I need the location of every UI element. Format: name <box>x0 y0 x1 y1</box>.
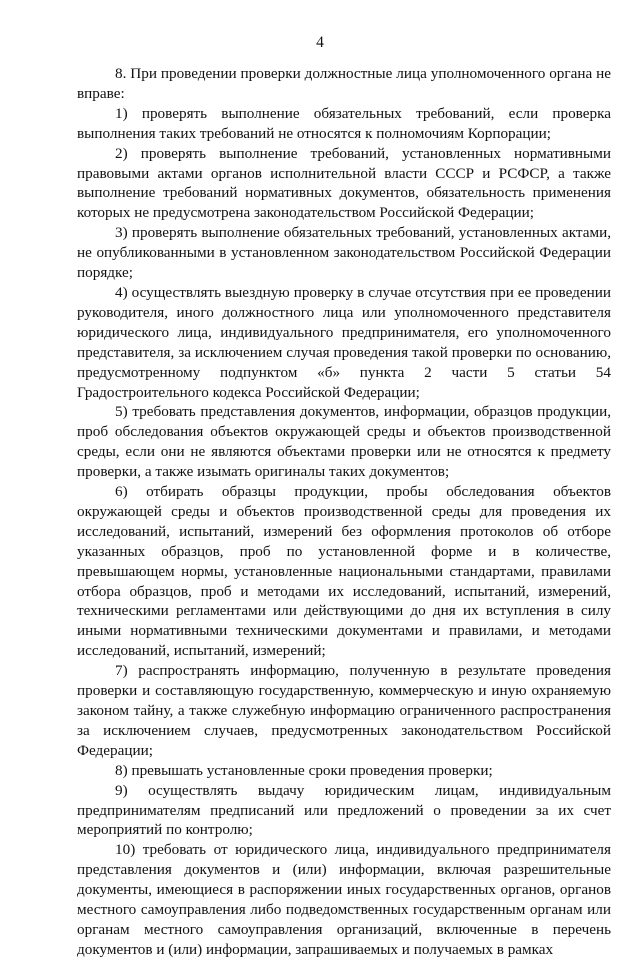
paragraph-item-1: 1) проверять выполнение обязательных требований, если проверка выполнения таких требований не относятся к полномочиям Корпорации; <box>77 104 611 142</box>
page-number: 4 <box>316 34 324 51</box>
paragraph-item-5: 5) требовать представления документов, информации, образцов продукции, проб обследования объектов окружающей среды и объектов производственной среды, если они не являются объектами проверки или не относятся к предмету проверки, а также изымать оригиналы таких документов; <box>77 403 611 481</box>
paragraph-item-4: 4) осуществлять выездную проверку в случае отсутствия при ее проведении руководителя, иного должностного лица или уполномоченного представителя юридического лица, индивидуального предпринимателя, его уполномоченного представителя, за исключением случая проведения такой проверки по основанию, предусмотренному подпунктом «б» пункта 2 части 5 статьи 54 Градостроительного кодекса Российской Федерации; <box>77 283 611 401</box>
paragraph-item-7: 7) распространять информацию, полученную в результате проведения проверки и составляющую государственную, коммерческую и иную охраняемую законом тайну, а также служебную информацию ограниченного распространения за исключением случаев, предусмотренных законодательством Российской Федерации; <box>77 662 611 759</box>
paragraph-item-9: 9) осуществлять выдачу юридическим лицам, индивидуальным предпринимателям предписаний или предложений о проведении за их счет мероприятий по контролю; <box>77 781 611 839</box>
document-body <box>77 64 611 960</box>
paragraph-item-3: 3) проверять выполнение обязательных требований, установленных актами, не опубликованными в установленном законодательством Российской Федерации порядке; <box>77 224 611 282</box>
paragraph-intro: 8. При проведении проверки должностные лица уполномоченного органа не вправе: <box>77 65 611 102</box>
paragraph-item-10: 10) требовать от юридического лица, индивидуального предпринимателя представления документов и (или) информации, включая разрешительные документы, имеющиеся в распоряжении иных государственных органов, органов местного самоуправления либо подведомственных государственным органам или органам местного самоуправления организаций, включенные в перечень документов и (или) информации, запрашиваемых и получаемых в рамках <box>77 841 611 958</box>
paragraph-item-6: 6) отбирать образцы продукции, пробы обследования объектов окружающей среды и объектов производственной среды для проведения их исследований, испытаний, измерений без оформления протоколов об отборе указанных образцов, проб по установленной форме и в количестве, превышающем нормы, установленные национальными стандартами, правилами отбора образцов, проб и методами их исследований, испытаний, измерений, техническими регламентами или действующими до дня их вступления в силу иными нормативными техническими документами и правилами, и методами исследований, испытаний, измерений; <box>77 483 611 660</box>
paragraph-item-2: 2) проверять выполнение требований, установленных нормативными правовыми актами органов исполнительной власти СССР и РСФСР, а также выполнение требований нормативных документов, обязательность применения которых не предусмотрена законодательством Российской Федерации; <box>77 144 611 222</box>
paragraph-item-8: 8) превышать установленные сроки проведения проверки; <box>115 761 493 779</box>
